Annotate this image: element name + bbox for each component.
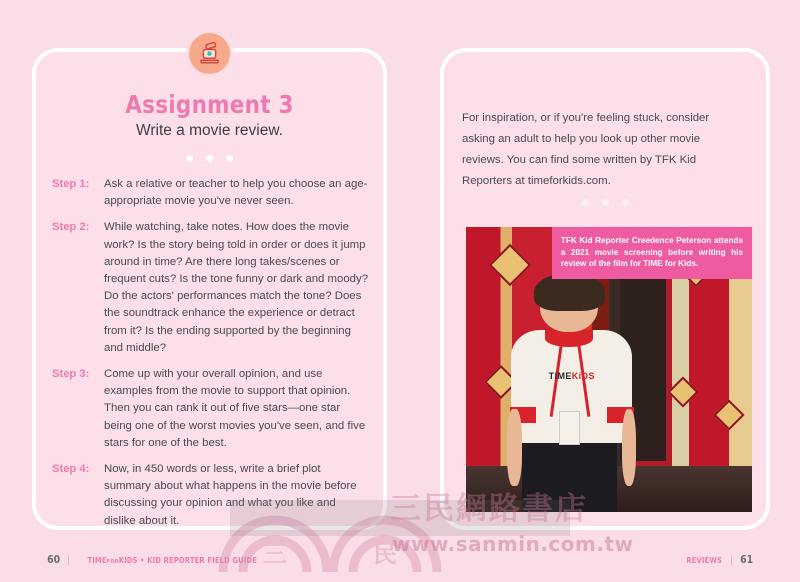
footer-left (46, 553, 269, 566)
stamp-icon (197, 41, 223, 67)
svg-text:民: 民 (373, 540, 397, 568)
dot-1 (186, 155, 193, 162)
press-badge (559, 411, 581, 444)
brand-for: FOR (106, 559, 119, 565)
pants (522, 435, 617, 512)
photo-caption: TFK Kid Reporter Creedence Peterson attends a 2021 movie screening before writing his review of the film for TIME for Kids. (552, 227, 752, 279)
brand-time: TIME (87, 556, 107, 565)
step-text: While watching, take notes. How does the movie work? Is the story being told in order or does it jump around in time? Are there long takes/scenes or frequent cuts? Is the tone funny or dark and moody? Do the actors' performances match the tone? Does the soundtrack enhance the experience or detract from it? Is the ending supported by the beginning and middle? (104, 221, 369, 354)
dot-2 (206, 155, 213, 162)
step-text: Ask a relative or teacher to help you choose an age-appropriate movie you've never seen. (104, 178, 368, 208)
left-page-card (32, 48, 387, 530)
footer-right (684, 553, 754, 566)
shirt-logo-kids: KiDS (571, 370, 595, 381)
dot-2 (602, 199, 609, 206)
dot-divider (36, 155, 383, 162)
dot-3 (622, 199, 629, 206)
step-label: Step 3: (52, 368, 90, 381)
dot-divider-right (444, 199, 766, 206)
right-page-card (440, 48, 770, 530)
brand-guide: KID REPORTER FIELD GUIDE (147, 556, 257, 565)
arm-right (622, 409, 636, 486)
stamp-icon-badge (186, 30, 233, 77)
shirt-logo-time: TIME (548, 370, 572, 381)
dot-1 (582, 199, 589, 206)
step-text: Come up with your overall opinion, and use examples from the movie to support that opinion. Then you can rank it out of five stars—one star being one of the worst movies you've seen, and five stars for one of the best. (104, 368, 366, 449)
step-label: Step 4: (52, 463, 90, 476)
step-label: Step 1: (52, 178, 90, 190)
footer-section: REVIEWS (685, 556, 722, 565)
step-item (52, 366, 370, 452)
watermark-url: www.sanmin.com.tw (392, 532, 634, 556)
shirt-logo (538, 371, 606, 381)
brand-kids: KIDS (118, 556, 138, 565)
step-label: Step 2: (52, 221, 90, 234)
arm-left (507, 409, 521, 486)
step-item (52, 176, 370, 210)
step-item (52, 219, 370, 357)
step-item (52, 461, 370, 530)
steps-list (52, 176, 370, 539)
intro-paragraph: For inspiration, or if you're feeling stuck, consider asking an adult to help you look up other movie reviews. You can find some written by TFK Kid Reporters at timeforkids.com. (462, 112, 710, 187)
collar (545, 330, 592, 347)
dot-3 (226, 155, 233, 162)
page-subtitle: Write a movie review. (135, 122, 283, 139)
svg-text:三: 三 (263, 540, 287, 568)
step-text: Now, in 450 words or less, write a brief plot summary about what happens in the movie before discussing your opinion and what you like and dislike about it. (104, 463, 357, 527)
right-page-number: 61 (739, 553, 753, 566)
left-page-number: 60 (47, 553, 61, 566)
footer-divider: | (67, 555, 70, 566)
reporter-photo (466, 227, 752, 512)
footer-brand (87, 556, 256, 565)
brand-separator: • (140, 556, 145, 565)
photo-subject (506, 273, 638, 512)
footer-divider: | (730, 555, 733, 566)
page-title: Assignment 3 (125, 90, 294, 119)
watermark-name: 三民網路書店 (390, 491, 588, 527)
